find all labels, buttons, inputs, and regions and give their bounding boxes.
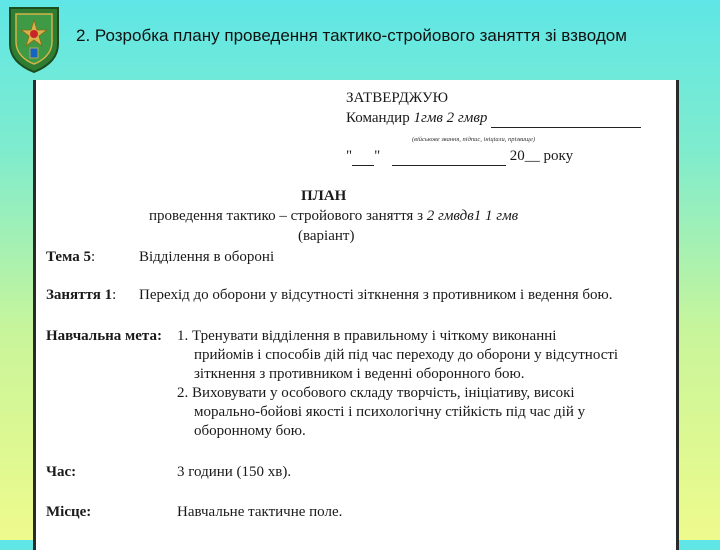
- topic-value: Відділення в обороні: [139, 249, 275, 265]
- time-label: Час:: [46, 464, 77, 480]
- plan-heading: ПЛАН: [301, 188, 347, 204]
- document-page: [33, 80, 679, 550]
- date-open-quote: ": [346, 148, 353, 164]
- goal-2-line-1: 2. Виховувати у особового складу творчість, ініціативу, високі: [177, 385, 575, 401]
- commander-unit: 1гмв 2 гмвр: [413, 110, 488, 126]
- topic-label: Тема 5: [46, 249, 91, 265]
- military-shield-emblem-icon: [6, 4, 62, 74]
- approval-date-line: [346, 148, 573, 166]
- goal-1-line-1: 1. Тренувати відділення в правильному і чіткому виконанні: [177, 328, 557, 344]
- time-value: 3 години (150 хв).: [177, 464, 292, 480]
- goal-1-line-2: прийомів і способів дій під час переходу до оборони у відсутності: [194, 347, 619, 363]
- goal-2-line-2: морально-бойові якості і психологічну стійкість під час дій у: [194, 404, 586, 420]
- topic-colon: :: [90, 249, 96, 265]
- commander-label: Командир: [346, 110, 410, 126]
- plan-subtitle: [149, 208, 518, 225]
- goal-label: Навчальна мета:: [46, 328, 162, 344]
- lesson-value: Перехід до оборони у відсутності зіткнення з противником і ведення бою.: [139, 287, 613, 303]
- lesson-label-wrap: [46, 287, 116, 304]
- lesson-label: Заняття 1: [46, 287, 113, 303]
- plan-subtitle-prefix: проведення тактико – стройового заняття з: [149, 208, 423, 224]
- lesson-colon: :: [112, 287, 117, 303]
- signature-blank: [491, 110, 641, 128]
- commander-line: [346, 110, 641, 128]
- place-label: Місце:: [46, 504, 92, 520]
- date-month-blank: [392, 148, 506, 166]
- date-day-blank: [352, 148, 374, 166]
- goal-2-line-3: оборонному бою.: [194, 423, 306, 439]
- place-value: Навчальне тактичне поле.: [177, 504, 343, 520]
- topic-label-wrap: [46, 249, 95, 266]
- approve-label: ЗАТВЕРДЖУЮ: [346, 90, 449, 106]
- signature-hint: (військове звання, підпис, ініціали, прізвище): [412, 136, 536, 143]
- plan-subtitle-unit: 2 гмвдв1 1 гмв: [426, 208, 519, 224]
- plan-variant: (варіант): [298, 228, 355, 244]
- slide-title: 2. Розробка плану проведення тактико-стройового заняття зі взводом: [76, 26, 627, 45]
- date-mid-quote: ": [374, 148, 381, 164]
- date-year: 20__ року: [509, 148, 574, 164]
- goal-1-line-3: зіткнення з противником і веденні оборонного бою.: [194, 366, 525, 382]
